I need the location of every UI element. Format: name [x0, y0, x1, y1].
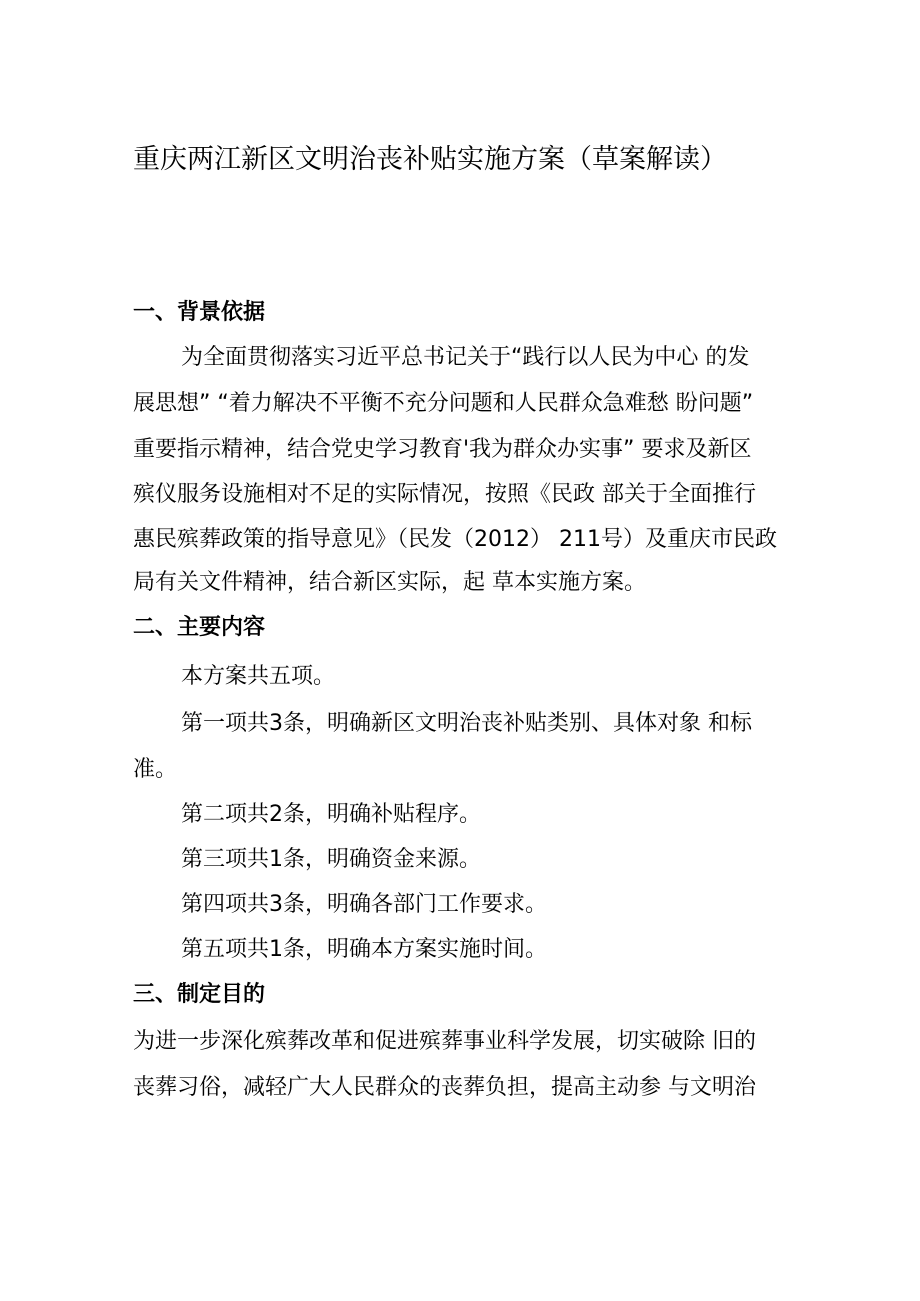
paragraph-line: 第四项共3条，明确各部门工作要求。: [181, 892, 547, 917]
paragraph-line: 第二项共2条，明确补贴程序。: [181, 802, 481, 827]
paragraph-line: 本方案共五项。: [181, 664, 336, 689]
paragraph-line: 展思想” “着力解决不平衡不充分问题和人民群众急难愁 盼问题”: [133, 391, 754, 416]
paragraph-line: 为全面贯彻落实习近平总书记关于“践行以人民为中心 的发: [181, 345, 750, 370]
paragraph-line: 为进一步深化殡葬改革和促进殡葬事业科学发展，切实破除 旧的: [133, 1029, 756, 1054]
paragraph-line: 准。: [133, 757, 178, 782]
section-heading-main-content: 二、主要内容: [133, 615, 266, 640]
paragraph-line: 第三项共1条，明确资金来源。: [181, 847, 481, 872]
paragraph-line: 第一项共3条，明确新区文明治丧补贴类别、具体对象 和标: [181, 711, 752, 736]
page-title: 重庆两江新区文明治丧补贴实施方案（草案解读）: [133, 144, 727, 175]
paragraph-line: 惠民殡葬政策的指导意见》（民发（2012） 211号）及重庆市民政: [133, 527, 777, 552]
section-heading-background: 一、背景依据: [133, 300, 266, 325]
paragraph-line: 丧葬习俗，减轻广大人民群众的丧葬负担，提高主动参 与文明治: [133, 1075, 756, 1100]
paragraph-line: 局有关文件精神，结合新区实际，起 草本实施方案。: [133, 570, 646, 595]
paragraph-line: 第五项共1条，明确本方案实施时间。: [181, 937, 547, 962]
paragraph-line: 殡仪服务设施相对不足的实际情况，按照《民政 部关于全面推行: [133, 482, 756, 507]
paragraph-line: 重要指示精神，结合党史学习教育'我为群众办实事” 要求及新区: [133, 437, 752, 462]
section-heading-purpose: 三、制定目的: [133, 982, 266, 1007]
